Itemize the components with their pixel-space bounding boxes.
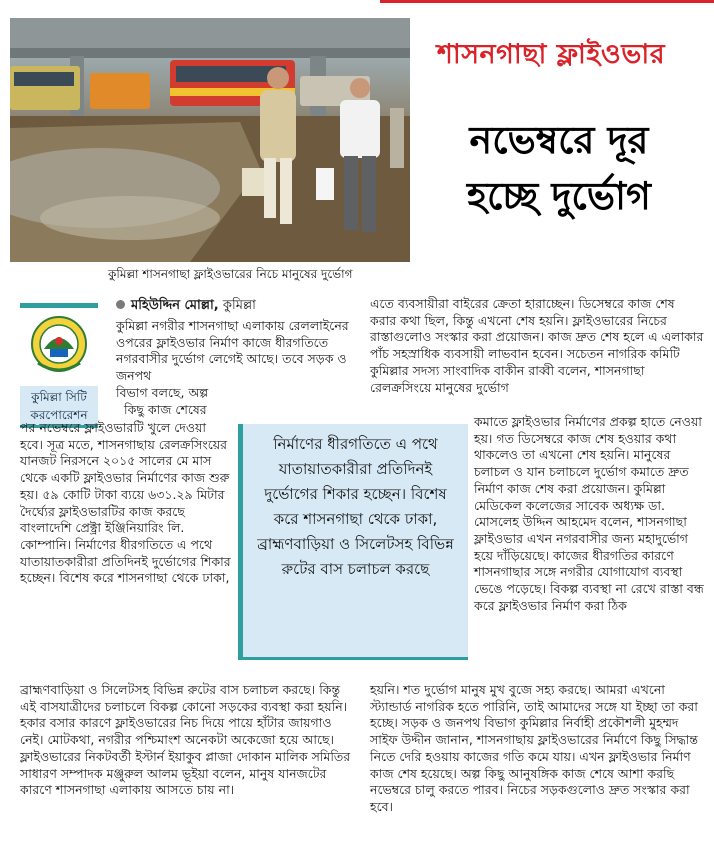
- kicker: শাসনগাছা ফ্লাইওভার: [436, 39, 666, 70]
- author-place: কুমিল্লা: [222, 298, 256, 313]
- news-photo: [10, 18, 410, 262]
- top-rule: [0, 0, 714, 4]
- body-left-intro: কুমিল্লা নগরীর শাসনগাছা এলাকায় রেললাইনের ওপরের ফ্লাইওভার নির্মাণ কাজে ধীরগতিতে নগরবাসীর দুর্ভোগ লেগেই আছে। তবে সড়ক ও জনপথ: [116, 318, 349, 384]
- pull-quote: নির্মাণের ধীরগতিতে এ পথে যাতায়াতকারীরা প্রতিদিনই দুর্ভোগের শিকার হচ্ছেন। বিশেষ করে শাসনগাছা থেকে ঢাকা, ব্রাহ্মণবাড়িয়া ও সিলেটসহ বিভিন্ন রুটের বাস চলাচল করছে: [238, 424, 468, 660]
- body-left-narrow-1: বিভাগ বলছে, অল্প: [116, 385, 209, 400]
- city-label-line-1: কুমিল্লা সিটি: [31, 390, 87, 404]
- city-corporation-logo-icon: [30, 315, 88, 377]
- body-right-top: এতে ব্যবসায়ীরা বাইরের ক্রেতা হারাচ্ছেন। ডিসেম্বরে কাজ শেষ করার কথা ছিল, কিন্তু এখনো শেষ হয়নি। ফ্লাইওভারের নিচের রাস্তাগুলোও সংস্কার করা প্রয়োজন। কাজ দ্রুত শেষ হলে এ এলাকার পাঁচ সহস্রাধিক ব্যবসায়ী লাভবান হবেন। সচেতন নাগরিক কমিটি কুমিল্লার সদস্য সাংবাদিক বাকীন রাব্বী বলেন, শাসনগাছা রেলক্রসিংয়ে মানুষের দুর্ভোগ: [370, 296, 704, 395]
- body-left-mid: পর নভেম্বরে ফ্লাইওভারটি খুলে দেওয়া হবে। সূত্র মতে, শাসনগাছায় রেলক্রসিংয়ের যানজট নিরসনে ২০১৫ সালের মে মাস থেকে একটি ফ্লাইওভার নির্মাণের কাজ শুরু হয়। ৫৯ কোটি টাকা ব্যয়ে ৬৩১.২৯ মিটার দৈর্ঘ্যের ফ্লাইওভারটির কাজ করছে বাংলাদেশি প্রেক্ট্রা ইঞ্জিনিয়ারিং লি. কোম্পানি। নির্মাণের ধীরগতিতে এ পথে যাতায়াতকারীরা প্রতিদিনই দুর্ভোগের শিকার হচ্ছেন। বিশেষ করে শাসনগাছা থেকে ঢাকা,: [20, 420, 231, 586]
- body-left-bottom: ব্রাহ্মণবাড়িয়া ও সিলেটসহ বিভিন্ন রুটের বাস চলাচল করছে। কিন্তু এই বাসযাত্রীদের চলাচলে বিকল্প কোনো সড়কের ব্যবস্থা করা হয়নি। হকার বসার কারণে ফ্লাইওভারের নিচ দিয়ে পায়ে হাঁটার জায়গাও নেই। মোটকথা, নগরীর পশ্চিমাংশ অনেকটা অকেজো হয়ে আছে। ফ্লাইওভারের নিকটবর্তী ইস্টার্ন ইয়াকুব প্লাজা দোকান মালিক সমিতির সাধারণ সম্পাদক মঞ্জুরুল আলম ভূইয়া বলেন, মানুষ যানজটের কারণে শাসনগাছা এলাকায় আসতে চায় না।: [20, 682, 351, 798]
- byline: [116, 296, 256, 317]
- headline-line-1: নভেম্বরে দূর: [469, 117, 649, 162]
- city-label-line-2: করপোরেশন: [30, 408, 88, 422]
- photo-caption: কুমিল্লা শাসনগাছা ফ্লাইওভারের নিচে মানুষের দুর্ভোগ: [108, 267, 353, 281]
- body-right-narrow: কমাতে ফ্লাইওভার নির্মাণের প্রকল্প হাতে নেওয়া হয়। গত ডিসেম্বরে কাজ শেষ হওয়ার কথা থাকলেও তা এখনো শেষ হয়নি। মানুষের চলাচল ও যান চলাচলে দুর্ভোগ কমাতে দ্রুত নির্মাণ কাজ শেষ করা প্রয়োজন। কুমিল্লা মেডিকেল কলেজের সাবেক অধ্যক্ষ ডা. মোসলেহ উদ্দিন আহমেদ বলেন, শাসনগাছা ফ্লাইওভার এখন নগরবাসীর জন্য মহাদুর্ভোগ হয়ে দাঁড়িয়েছে। কাজের ধীরগতির কারণে শাসনগাছার সঙ্গে নগরীর যোগাযোগ ব্যবস্থা ভেঙে পড়েছে। বিকল্প ব্যবস্থা না রেখে রাস্তা বন্ধ করে ফ্লাইওভার নির্মাণ করা ঠিক: [474, 414, 704, 613]
- headline-line-2: হচ্ছে দুর্ভোগ: [467, 173, 651, 218]
- body-right-bottom: হয়নি। শত দুর্ভোগ মানুষ মুখ বুজে সহ্য করছে। আমরা এখনো স্ট্যান্ডার্ড নাগরিক হতে পারিনি, তাই আমাদের সঙ্গে যা ইচ্ছা তা করা হচ্ছে। সড়ক ও জনপথ বিভাগ কুমিল্লার নির্বাহী প্রকৌশলী মুহম্মদ সাইফ উদ্দীন জানান, শাসনগাছায় ফ্লাইওভারের নির্মাণে কিছু সিদ্ধান্ত নিতে দেরি হওয়ায় কাজের গতি কমে যায়। এখন ফ্লাইওভার নির্মাণ কাজ শেষ হয়েছে। অল্প কিছু আনুষঙ্গিক কাজ শেষে আশা করছি নভেম্বরে চালু করতে পারব। নিচের সড়কগুলোও দ্রুত সংস্কার করা হবে।: [370, 682, 699, 814]
- headline: [414, 112, 704, 224]
- author-name: মহিউদ্দিন মোল্লা,: [131, 298, 219, 313]
- body-left-narrow-2: কিছু কাজ শেষের: [124, 402, 207, 417]
- bullet-icon: [116, 300, 125, 309]
- byline-accent-bar: [20, 303, 98, 308]
